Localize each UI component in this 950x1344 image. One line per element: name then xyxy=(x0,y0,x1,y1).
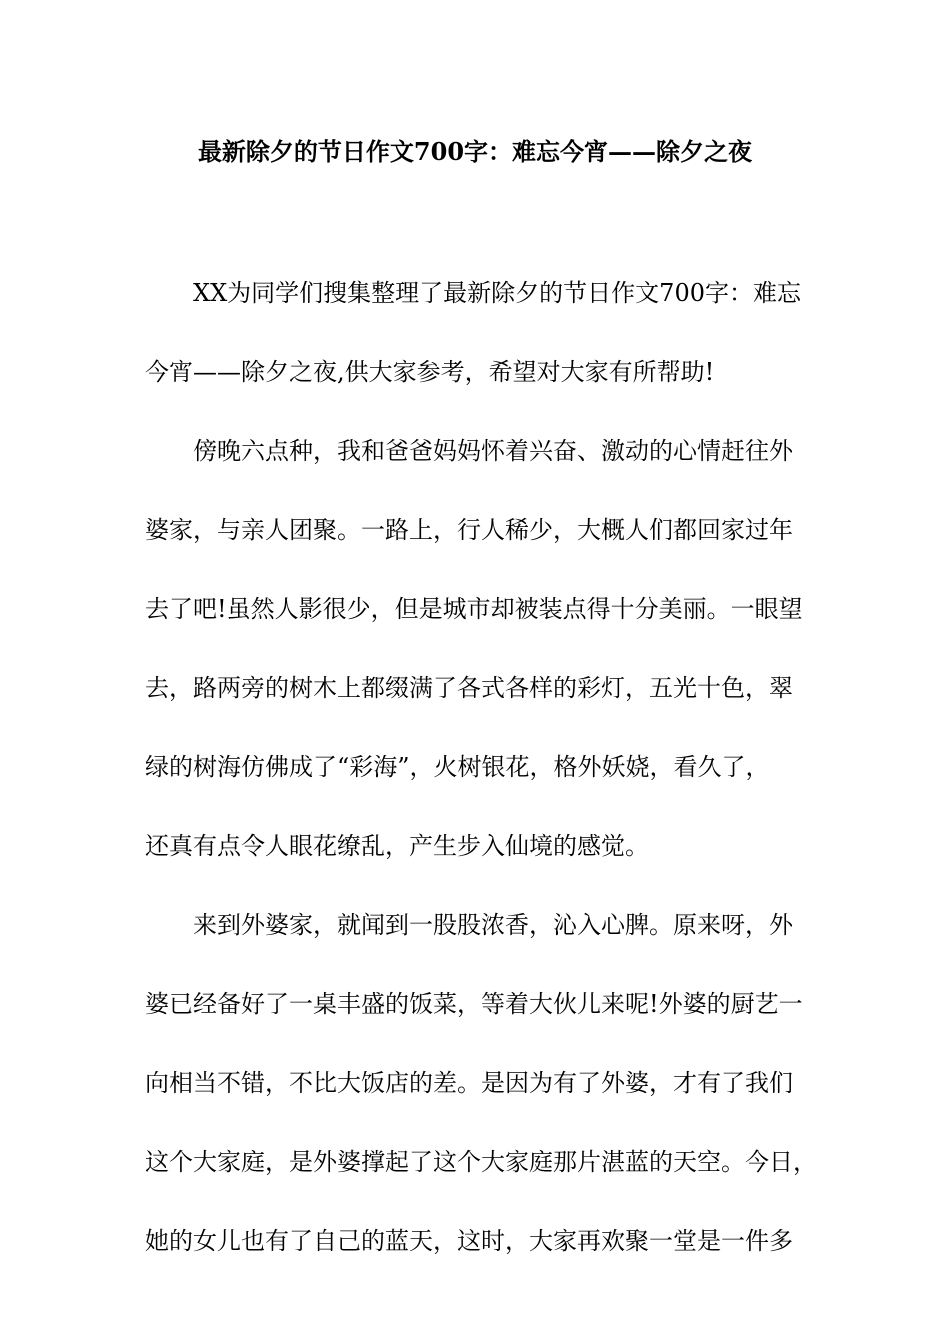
paragraph-3-line-4: 这个大家庭，是外婆撑起了这个大家庭那片湛蓝的天空。今日， xyxy=(145,1148,817,1176)
paragraph-3-line-5: 她的女儿也有了自己的蓝天，这时，大家再欢聚一堂是一件多 xyxy=(145,1227,793,1255)
paragraph-2-line-1: 傍晚六点种，我和爸爸妈妈怀着兴奋、激动的心情赶往外 xyxy=(193,437,793,465)
paragraph-3-line-1: 来到外婆家，就闻到一股股浓香，沁入心脾。原来呀，外 xyxy=(193,911,793,939)
document-body xyxy=(145,254,825,1281)
paragraph-2-line-2: 婆家，与亲人团聚。一路上，行人稀少，大概人们都回家过年 xyxy=(145,516,793,544)
paragraph-1-line-2: 今宵——除夕之夜,供大家参考，希望对大家有所帮助! xyxy=(145,358,715,386)
paragraph-2-line-5: 绿的树海仿佛成了“彩海”，火树银花，格外妖娆，看久了， xyxy=(145,753,770,781)
paragraph-2-line-6: 还真有点令人眼花缭乱，产生步入仙境的感觉。 xyxy=(145,832,649,860)
paragraph-3-line-3: 向相当不错，不比大饭店的差。是因为有了外婆，才有了我们 xyxy=(145,1069,793,1097)
paragraph-1-line-1: XX为同学们搜集整理了最新除夕的节日作文700字：难忘 xyxy=(193,279,801,307)
paragraph-2-line-4: 去，路两旁的树木上都缀满了各式各样的彩灯，五光十色，翠 xyxy=(145,674,793,702)
paragraph-2-line-3: 去了吧!虽然人影很少，但是城市却被装点得十分美丽。一眼望 xyxy=(145,595,803,623)
document-title: 最新除夕的节日作文700字：难忘今宵——除夕之夜 xyxy=(197,137,753,166)
paragraph-3-line-2: 婆已经备好了一桌丰盛的饭菜，等着大伙儿来呢!外婆的厨艺一 xyxy=(145,990,803,1018)
